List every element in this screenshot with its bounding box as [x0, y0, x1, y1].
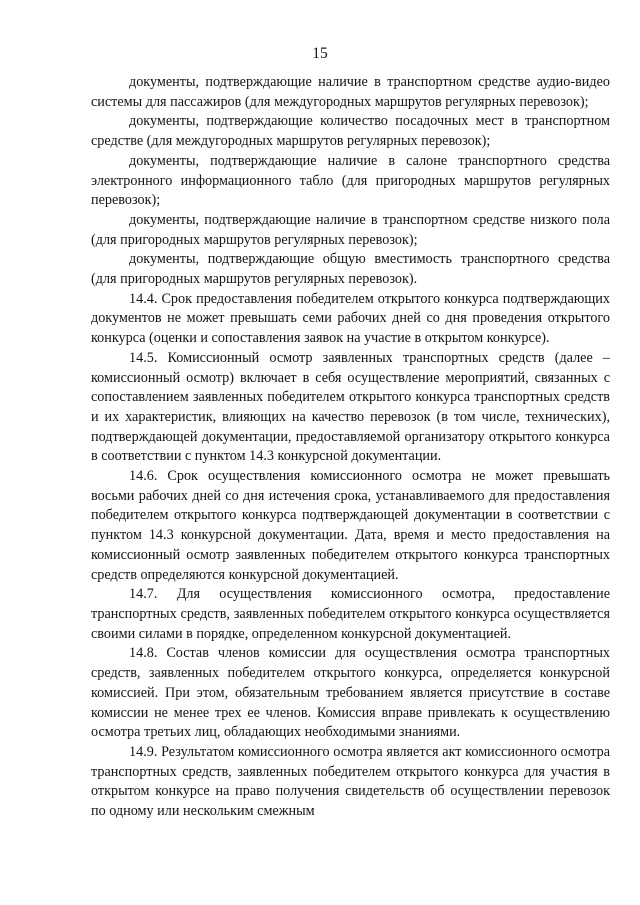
- clause-14-6: 14.6. Срок осуществления комиссионного осмотра не может превышать восьми рабочих дней со дня истечения срока, устанавливаемого для предоставления победителем открытого конкурса подтверждающей документации в соответствии с пунктом 14.3 конкурсной документации. Дата, время и место предоставления на комиссионный осмотр заявленных победителем открытого конкурса транспортных средств определяются конкурсной документацией.: [91, 468, 610, 583]
- document-body: [91, 73, 610, 822]
- clause-14-9: 14.9. Результатом комиссионного осмотра является акт комиссионного осмотра транспортных средств, заявленных победителем открытого конкурса для участия в открытом конкурсе на право получения свидетельств об осуществлении перевозок по одному или нескольким смежным: [91, 743, 610, 820]
- clause-14-4: 14.4. Срок предоставления победителем открытого конкурса подтверждающих документов не может превышать семи рабочих дней со дня проведения открытого конкурса (оценки и сопоставления заявок на участие в открытом конкурсе).: [91, 290, 610, 347]
- clause-14-5: 14.5. Комиссионный осмотр заявленных транспортных средств (далее – комиссионный осмотр) включает в себя осуществление мероприятий, связанных с сопоставлением заявленных победителем открытого конкурса транспортных средств и их характеристик, влияющих на качество перевозок (в том числе, технических), подтверждающей документации, предоставляемой организатору открытого конкурса в соответствии с пунктом 14.3 конкурсной документации.: [91, 349, 610, 465]
- paragraph-capacity-documents: документы, подтверждающие общую вместимость транспортного средства (для пригородных маршрутов регулярных перевозок).: [91, 251, 610, 288]
- paragraph-low-floor-documents: документы, подтверждающие наличие в транспортном средстве низкого пола (для пригородных маршрутов регулярных перевозок);: [91, 211, 610, 248]
- paragraph-audio-video-documents: документы, подтверждающие наличие в транспортном средстве аудио-видео системы для пассажиров (для междугородных маршрутов регулярных перевозок);: [91, 74, 610, 110]
- paragraph-info-board-documents: документы, подтверждающие наличие в салоне транспортного средства электронного информационного табло (для пригородных маршрутов регулярных перевозок);: [91, 152, 610, 209]
- page-number: 15: [312, 45, 328, 62]
- clause-14-7: 14.7. Для осуществления комиссионного осмотра, предоставление транспортных средств, заявленных победителем открытого конкурса осуществляется своими силами в порядке, определенном конкурсной документацией.: [91, 586, 610, 642]
- clause-14-8: 14.8. Состав членов комиссии для осуществления осмотра транспортных средств, заявленных победителем открытого конкурса, определяется конкурсной комиссией. При этом, обязательным требованием является присутствие в составе комиссии не менее трех ее членов. Комиссия вправе привлекать к осуществлению осмотра третьих лиц, обладающих необходимыми знаниями.: [91, 645, 610, 741]
- paragraph-seat-count-documents: документы, подтверждающие количество посадочных мест в транспортном средстве (для междугородных маршрутов регулярных перевозок);: [91, 113, 610, 150]
